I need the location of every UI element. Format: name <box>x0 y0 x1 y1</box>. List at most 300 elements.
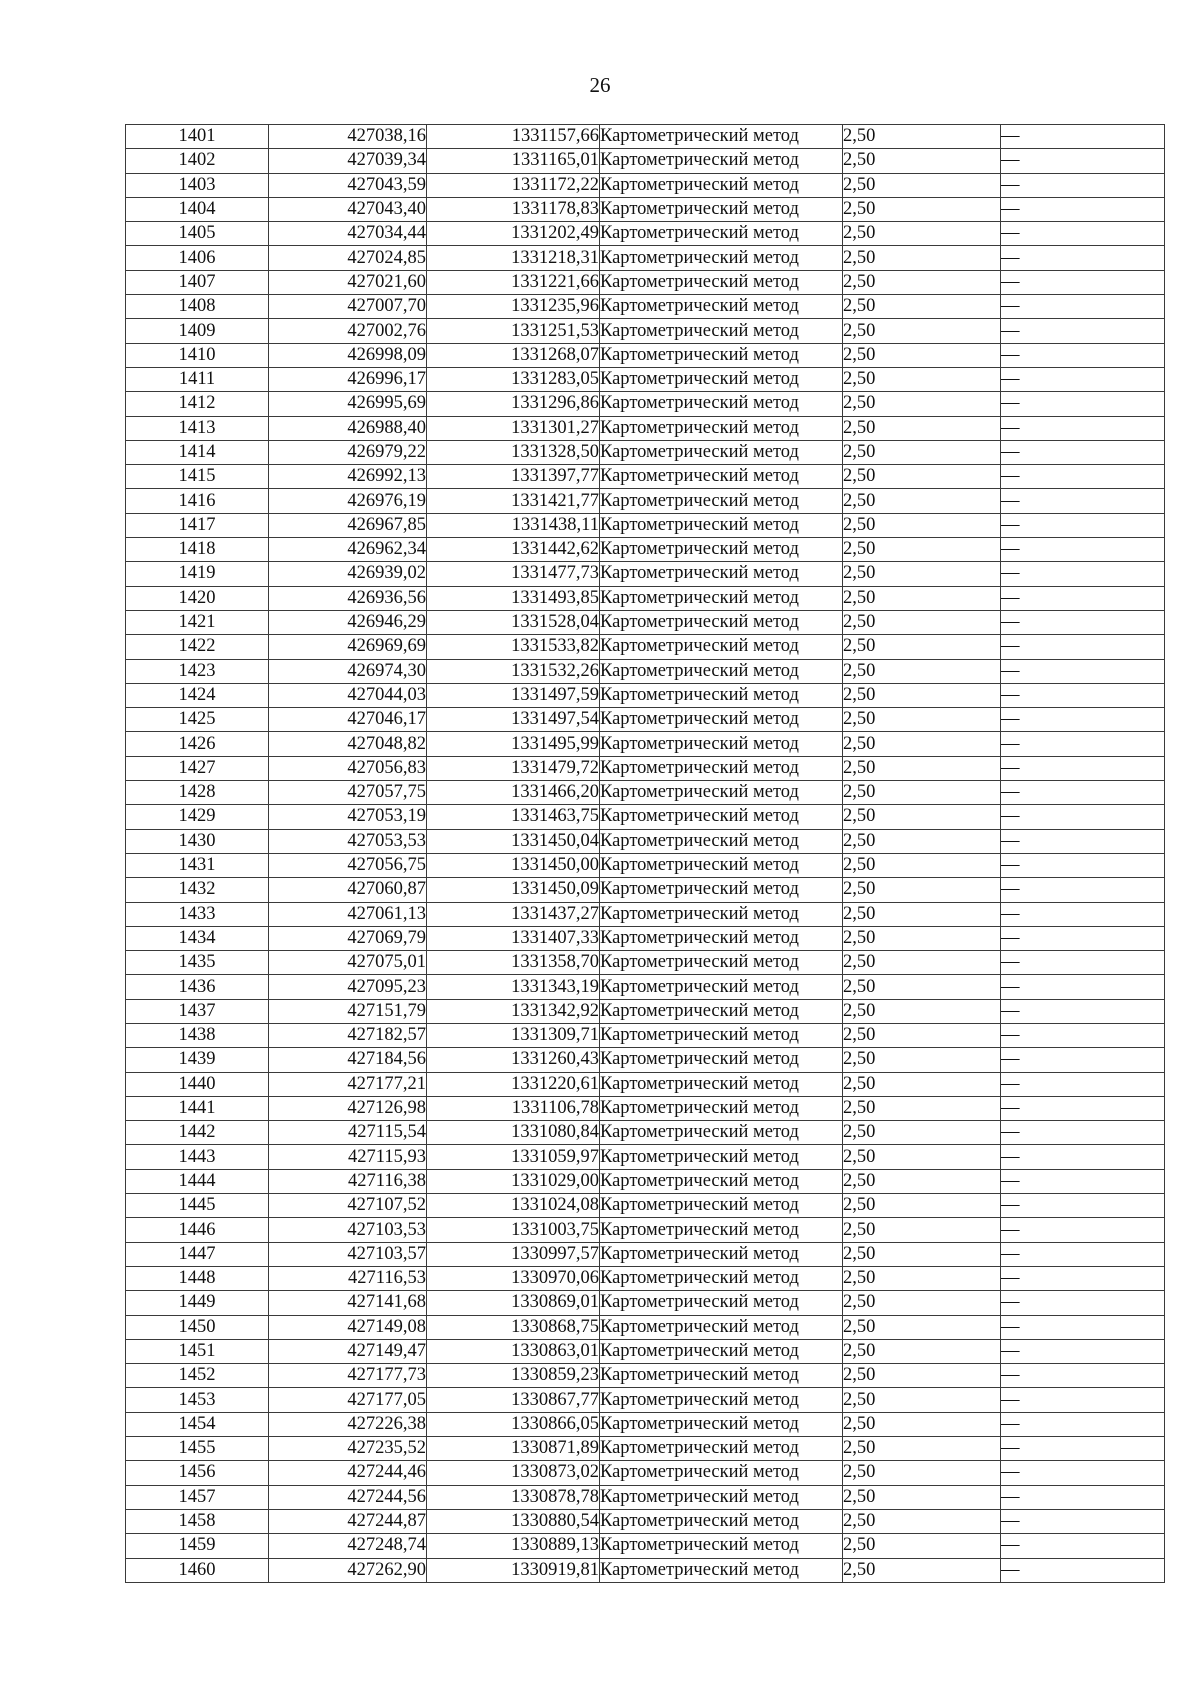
method-cell: Картометрический метод <box>600 926 843 950</box>
method-cell: Картометрический метод <box>600 902 843 926</box>
x-coordinate-cell: 426996,17 <box>269 367 427 391</box>
table-row <box>126 926 1165 950</box>
x-coordinate-cell: 427177,05 <box>269 1388 427 1412</box>
point-number-cell: 1419 <box>126 562 269 586</box>
y-coordinate-cell: 1331309,71 <box>427 1023 600 1047</box>
y-coordinate-cell: 1330997,57 <box>427 1242 600 1266</box>
accuracy-cell: 2,50 <box>843 659 1001 683</box>
extra-cell: — <box>1001 1194 1165 1218</box>
y-coordinate-cell: 1330889,13 <box>427 1534 600 1558</box>
accuracy-cell: 2,50 <box>843 1437 1001 1461</box>
y-coordinate-cell: 1330863,01 <box>427 1339 600 1363</box>
table-row <box>126 1339 1165 1363</box>
method-cell: Картометрический метод <box>600 610 843 634</box>
accuracy-cell: 2,50 <box>843 343 1001 367</box>
accuracy-cell: 2,50 <box>843 1023 1001 1047</box>
method-cell: Картометрический метод <box>600 1485 843 1509</box>
x-coordinate-cell: 427039,34 <box>269 149 427 173</box>
y-coordinate-cell: 1331495,99 <box>427 732 600 756</box>
y-coordinate-cell: 1331172,22 <box>427 173 600 197</box>
table-row <box>126 1121 1165 1145</box>
accuracy-cell: 2,50 <box>843 1558 1001 1582</box>
extra-cell: — <box>1001 392 1165 416</box>
method-cell: Картометрический метод <box>600 270 843 294</box>
point-number-cell: 1418 <box>126 538 269 562</box>
x-coordinate-cell: 427056,75 <box>269 853 427 877</box>
point-number-cell: 1441 <box>126 1096 269 1120</box>
table-row <box>126 1534 1165 1558</box>
coordinates-table-body <box>126 125 1165 1583</box>
point-number-cell: 1458 <box>126 1509 269 1533</box>
x-coordinate-cell: 426976,19 <box>269 489 427 513</box>
x-coordinate-cell: 427126,98 <box>269 1096 427 1120</box>
extra-cell: — <box>1001 1096 1165 1120</box>
x-coordinate-cell: 426974,30 <box>269 659 427 683</box>
point-number-cell: 1435 <box>126 951 269 975</box>
y-coordinate-cell: 1331397,77 <box>427 465 600 489</box>
y-coordinate-cell: 1331003,75 <box>427 1218 600 1242</box>
extra-cell: — <box>1001 1558 1165 1582</box>
y-coordinate-cell: 1331218,31 <box>427 246 600 270</box>
point-number-cell: 1454 <box>126 1412 269 1436</box>
y-coordinate-cell: 1331532,26 <box>427 659 600 683</box>
method-cell: Картометрический метод <box>600 1364 843 1388</box>
extra-cell: — <box>1001 343 1165 367</box>
accuracy-cell: 2,50 <box>843 926 1001 950</box>
x-coordinate-cell: 427048,82 <box>269 732 427 756</box>
accuracy-cell: 2,50 <box>843 1485 1001 1509</box>
accuracy-cell: 2,50 <box>843 805 1001 829</box>
x-coordinate-cell: 426979,22 <box>269 440 427 464</box>
method-cell: Картометрический метод <box>600 781 843 805</box>
x-coordinate-cell: 427075,01 <box>269 951 427 975</box>
accuracy-cell: 2,50 <box>843 489 1001 513</box>
method-cell: Картометрический метод <box>600 1315 843 1339</box>
method-cell: Картометрический метод <box>600 1339 843 1363</box>
table-row <box>126 975 1165 999</box>
accuracy-cell: 2,50 <box>843 1412 1001 1436</box>
point-number-cell: 1459 <box>126 1534 269 1558</box>
extra-cell: — <box>1001 999 1165 1023</box>
y-coordinate-cell: 1331407,33 <box>427 926 600 950</box>
extra-cell: — <box>1001 1509 1165 1533</box>
method-cell: Картометрический метод <box>600 683 843 707</box>
point-number-cell: 1429 <box>126 805 269 829</box>
accuracy-cell: 2,50 <box>843 1242 1001 1266</box>
method-cell: Картометрический метод <box>600 878 843 902</box>
method-cell: Картометрический метод <box>600 1096 843 1120</box>
point-number-cell: 1450 <box>126 1315 269 1339</box>
x-coordinate-cell: 427107,52 <box>269 1194 427 1218</box>
accuracy-cell: 2,50 <box>843 392 1001 416</box>
point-number-cell: 1416 <box>126 489 269 513</box>
table-row <box>126 1388 1165 1412</box>
y-coordinate-cell: 1330859,23 <box>427 1364 600 1388</box>
extra-cell: — <box>1001 295 1165 319</box>
x-coordinate-cell: 427056,83 <box>269 756 427 780</box>
method-cell: Картометрический метод <box>600 465 843 489</box>
x-coordinate-cell: 427116,38 <box>269 1169 427 1193</box>
x-coordinate-cell: 427141,68 <box>269 1291 427 1315</box>
accuracy-cell: 2,50 <box>843 683 1001 707</box>
table-row <box>126 246 1165 270</box>
accuracy-cell: 2,50 <box>843 319 1001 343</box>
method-cell: Картометрический метод <box>600 1461 843 1485</box>
point-number-cell: 1452 <box>126 1364 269 1388</box>
point-number-cell: 1433 <box>126 902 269 926</box>
table-row <box>126 343 1165 367</box>
accuracy-cell: 2,50 <box>843 781 1001 805</box>
y-coordinate-cell: 1331450,09 <box>427 878 600 902</box>
method-cell: Картометрический метод <box>600 999 843 1023</box>
extra-cell: — <box>1001 1485 1165 1509</box>
point-number-cell: 1409 <box>126 319 269 343</box>
method-cell: Картометрический метод <box>600 1194 843 1218</box>
method-cell: Картометрический метод <box>600 732 843 756</box>
point-number-cell: 1431 <box>126 853 269 877</box>
extra-cell: — <box>1001 610 1165 634</box>
table-row <box>126 610 1165 634</box>
point-number-cell: 1451 <box>126 1339 269 1363</box>
x-coordinate-cell: 427021,60 <box>269 270 427 294</box>
y-coordinate-cell: 1331059,97 <box>427 1145 600 1169</box>
method-cell: Картометрический метод <box>600 367 843 391</box>
x-coordinate-cell: 426988,40 <box>269 416 427 440</box>
accuracy-cell: 2,50 <box>843 1461 1001 1485</box>
table-row <box>126 392 1165 416</box>
extra-cell: — <box>1001 1121 1165 1145</box>
y-coordinate-cell: 1331342,92 <box>427 999 600 1023</box>
y-coordinate-cell: 1331437,27 <box>427 902 600 926</box>
extra-cell: — <box>1001 149 1165 173</box>
table-row <box>126 295 1165 319</box>
method-cell: Картометрический метод <box>600 513 843 537</box>
method-cell: Картометрический метод <box>600 635 843 659</box>
y-coordinate-cell: 1331528,04 <box>427 610 600 634</box>
extra-cell: — <box>1001 1072 1165 1096</box>
extra-cell: — <box>1001 222 1165 246</box>
method-cell: Картометрический метод <box>600 829 843 853</box>
accuracy-cell: 2,50 <box>843 440 1001 464</box>
extra-cell: — <box>1001 1048 1165 1072</box>
extra-cell: — <box>1001 465 1165 489</box>
accuracy-cell: 2,50 <box>843 295 1001 319</box>
accuracy-cell: 2,50 <box>843 975 1001 999</box>
method-cell: Картометрический метод <box>600 659 843 683</box>
method-cell: Картометрический метод <box>600 392 843 416</box>
table-row <box>126 319 1165 343</box>
table-row <box>126 1194 1165 1218</box>
point-number-cell: 1414 <box>126 440 269 464</box>
accuracy-cell: 2,50 <box>843 829 1001 853</box>
method-cell: Картометрический метод <box>600 756 843 780</box>
point-number-cell: 1408 <box>126 295 269 319</box>
accuracy-cell: 2,50 <box>843 1194 1001 1218</box>
extra-cell: — <box>1001 270 1165 294</box>
point-number-cell: 1453 <box>126 1388 269 1412</box>
extra-cell: — <box>1001 1145 1165 1169</box>
y-coordinate-cell: 1331157,66 <box>427 125 600 149</box>
method-cell: Картометрический метод <box>600 149 843 173</box>
point-number-cell: 1422 <box>126 635 269 659</box>
method-cell: Картометрический метод <box>600 173 843 197</box>
x-coordinate-cell: 427053,53 <box>269 829 427 853</box>
x-coordinate-cell: 426939,02 <box>269 562 427 586</box>
accuracy-cell: 2,50 <box>843 1364 1001 1388</box>
accuracy-cell: 2,50 <box>843 756 1001 780</box>
extra-cell: — <box>1001 586 1165 610</box>
y-coordinate-cell: 1331477,73 <box>427 562 600 586</box>
point-number-cell: 1425 <box>126 708 269 732</box>
accuracy-cell: 2,50 <box>843 1218 1001 1242</box>
table-row <box>126 1364 1165 1388</box>
x-coordinate-cell: 426995,69 <box>269 392 427 416</box>
table-row <box>126 222 1165 246</box>
accuracy-cell: 2,50 <box>843 1145 1001 1169</box>
accuracy-cell: 2,50 <box>843 878 1001 902</box>
y-coordinate-cell: 1330871,89 <box>427 1437 600 1461</box>
extra-cell: — <box>1001 1412 1165 1436</box>
x-coordinate-cell: 427244,56 <box>269 1485 427 1509</box>
extra-cell: — <box>1001 805 1165 829</box>
y-coordinate-cell: 1331438,11 <box>427 513 600 537</box>
x-coordinate-cell: 427149,08 <box>269 1315 427 1339</box>
x-coordinate-cell: 427043,40 <box>269 197 427 221</box>
x-coordinate-cell: 427177,21 <box>269 1072 427 1096</box>
y-coordinate-cell: 1331235,96 <box>427 295 600 319</box>
x-coordinate-cell: 426969,69 <box>269 635 427 659</box>
y-coordinate-cell: 1331497,54 <box>427 708 600 732</box>
x-coordinate-cell: 426998,09 <box>269 343 427 367</box>
x-coordinate-cell: 427226,38 <box>269 1412 427 1436</box>
y-coordinate-cell: 1330873,02 <box>427 1461 600 1485</box>
table-row <box>126 1242 1165 1266</box>
accuracy-cell: 2,50 <box>843 1169 1001 1193</box>
accuracy-cell: 2,50 <box>843 246 1001 270</box>
accuracy-cell: 2,50 <box>843 951 1001 975</box>
y-coordinate-cell: 1331165,01 <box>427 149 600 173</box>
y-coordinate-cell: 1331450,04 <box>427 829 600 853</box>
extra-cell: — <box>1001 975 1165 999</box>
point-number-cell: 1405 <box>126 222 269 246</box>
method-cell: Картометрический метод <box>600 246 843 270</box>
table-row <box>126 1048 1165 1072</box>
extra-cell: — <box>1001 1218 1165 1242</box>
method-cell: Картометрический метод <box>600 295 843 319</box>
table-row <box>126 197 1165 221</box>
x-coordinate-cell: 426936,56 <box>269 586 427 610</box>
point-number-cell: 1401 <box>126 125 269 149</box>
point-number-cell: 1427 <box>126 756 269 780</box>
y-coordinate-cell: 1331029,00 <box>427 1169 600 1193</box>
y-coordinate-cell: 1331493,85 <box>427 586 600 610</box>
y-coordinate-cell: 1331466,20 <box>427 781 600 805</box>
accuracy-cell: 2,50 <box>843 853 1001 877</box>
table-row <box>126 732 1165 756</box>
accuracy-cell: 2,50 <box>843 1339 1001 1363</box>
table-row <box>126 1218 1165 1242</box>
accuracy-cell: 2,50 <box>843 416 1001 440</box>
y-coordinate-cell: 1330869,01 <box>427 1291 600 1315</box>
accuracy-cell: 2,50 <box>843 1266 1001 1290</box>
accuracy-cell: 2,50 <box>843 635 1001 659</box>
point-number-cell: 1442 <box>126 1121 269 1145</box>
point-number-cell: 1430 <box>126 829 269 853</box>
table-row <box>126 489 1165 513</box>
accuracy-cell: 2,50 <box>843 586 1001 610</box>
y-coordinate-cell: 1331463,75 <box>427 805 600 829</box>
extra-cell: — <box>1001 732 1165 756</box>
method-cell: Картометрический метод <box>600 343 843 367</box>
method-cell: Картометрический метод <box>600 538 843 562</box>
accuracy-cell: 2,50 <box>843 1291 1001 1315</box>
coordinates-table <box>125 124 1165 1583</box>
accuracy-cell: 2,50 <box>843 902 1001 926</box>
x-coordinate-cell: 427177,73 <box>269 1364 427 1388</box>
extra-cell: — <box>1001 1023 1165 1047</box>
extra-cell: — <box>1001 659 1165 683</box>
accuracy-cell: 2,50 <box>843 1388 1001 1412</box>
y-coordinate-cell: 1331220,61 <box>427 1072 600 1096</box>
y-coordinate-cell: 1331221,66 <box>427 270 600 294</box>
table-row <box>126 951 1165 975</box>
extra-cell: — <box>1001 367 1165 391</box>
y-coordinate-cell: 1331442,62 <box>427 538 600 562</box>
extra-cell: — <box>1001 926 1165 950</box>
x-coordinate-cell: 427244,46 <box>269 1461 427 1485</box>
point-number-cell: 1403 <box>126 173 269 197</box>
method-cell: Картометрический метод <box>600 805 843 829</box>
extra-cell: — <box>1001 1461 1165 1485</box>
extra-cell: — <box>1001 756 1165 780</box>
extra-cell: — <box>1001 878 1165 902</box>
x-coordinate-cell: 427007,70 <box>269 295 427 319</box>
point-number-cell: 1456 <box>126 1461 269 1485</box>
point-number-cell: 1417 <box>126 513 269 537</box>
method-cell: Картометрический метод <box>600 1388 843 1412</box>
method-cell: Картометрический метод <box>600 1509 843 1533</box>
method-cell: Картометрический метод <box>600 1291 843 1315</box>
table-row <box>126 125 1165 149</box>
x-coordinate-cell: 427151,79 <box>269 999 427 1023</box>
method-cell: Картометрический метод <box>600 489 843 513</box>
y-coordinate-cell: 1331450,00 <box>427 853 600 877</box>
point-number-cell: 1428 <box>126 781 269 805</box>
table-row <box>126 1558 1165 1582</box>
y-coordinate-cell: 1330880,54 <box>427 1509 600 1533</box>
table-row <box>126 1072 1165 1096</box>
table-row <box>126 440 1165 464</box>
y-coordinate-cell: 1330970,06 <box>427 1266 600 1290</box>
y-coordinate-cell: 1331202,49 <box>427 222 600 246</box>
table-row <box>126 1437 1165 1461</box>
point-number-cell: 1460 <box>126 1558 269 1582</box>
method-cell: Картометрический метод <box>600 975 843 999</box>
x-coordinate-cell: 427115,93 <box>269 1145 427 1169</box>
extra-cell: — <box>1001 1437 1165 1461</box>
y-coordinate-cell: 1331106,78 <box>427 1096 600 1120</box>
table-row <box>126 635 1165 659</box>
x-coordinate-cell: 427061,13 <box>269 902 427 926</box>
method-cell: Картометрический метод <box>600 1558 843 1582</box>
point-number-cell: 1434 <box>126 926 269 950</box>
table-row <box>126 586 1165 610</box>
table-row <box>126 781 1165 805</box>
table-row <box>126 1412 1165 1436</box>
extra-cell: — <box>1001 513 1165 537</box>
y-coordinate-cell: 1330866,05 <box>427 1412 600 1436</box>
method-cell: Картометрический метод <box>600 319 843 343</box>
table-row <box>126 1509 1165 1533</box>
extra-cell: — <box>1001 538 1165 562</box>
point-number-cell: 1407 <box>126 270 269 294</box>
accuracy-cell: 2,50 <box>843 125 1001 149</box>
method-cell: Картометрический метод <box>600 853 843 877</box>
table-row <box>126 1145 1165 1169</box>
method-cell: Картометрический метод <box>600 1412 843 1436</box>
point-number-cell: 1444 <box>126 1169 269 1193</box>
x-coordinate-cell: 427235,52 <box>269 1437 427 1461</box>
table-row <box>126 538 1165 562</box>
extra-cell: — <box>1001 1169 1165 1193</box>
x-coordinate-cell: 427262,90 <box>269 1558 427 1582</box>
extra-cell: — <box>1001 562 1165 586</box>
y-coordinate-cell: 1331024,08 <box>427 1194 600 1218</box>
table-row <box>126 270 1165 294</box>
y-coordinate-cell: 1330868,75 <box>427 1315 600 1339</box>
extra-cell: — <box>1001 1291 1165 1315</box>
table-row <box>126 1169 1165 1193</box>
x-coordinate-cell: 426962,34 <box>269 538 427 562</box>
extra-cell: — <box>1001 781 1165 805</box>
table-row <box>126 1461 1165 1485</box>
table-row <box>126 853 1165 877</box>
x-coordinate-cell: 427149,47 <box>269 1339 427 1363</box>
point-number-cell: 1443 <box>126 1145 269 1169</box>
accuracy-cell: 2,50 <box>843 538 1001 562</box>
x-coordinate-cell: 427103,57 <box>269 1242 427 1266</box>
table-row <box>126 878 1165 902</box>
accuracy-cell: 2,50 <box>843 173 1001 197</box>
x-coordinate-cell: 427116,53 <box>269 1266 427 1290</box>
table-row <box>126 1485 1165 1509</box>
accuracy-cell: 2,50 <box>843 1534 1001 1558</box>
point-number-cell: 1438 <box>126 1023 269 1047</box>
x-coordinate-cell: 427038,16 <box>269 125 427 149</box>
accuracy-cell: 2,50 <box>843 999 1001 1023</box>
extra-cell: — <box>1001 1242 1165 1266</box>
y-coordinate-cell: 1331296,86 <box>427 392 600 416</box>
table-row <box>126 513 1165 537</box>
accuracy-cell: 2,50 <box>843 708 1001 732</box>
x-coordinate-cell: 426992,13 <box>269 465 427 489</box>
accuracy-cell: 2,50 <box>843 149 1001 173</box>
point-number-cell: 1432 <box>126 878 269 902</box>
method-cell: Картометрический метод <box>600 708 843 732</box>
x-coordinate-cell: 427044,03 <box>269 683 427 707</box>
x-coordinate-cell: 426967,85 <box>269 513 427 537</box>
x-coordinate-cell: 427182,57 <box>269 1023 427 1047</box>
accuracy-cell: 2,50 <box>843 1121 1001 1145</box>
y-coordinate-cell: 1331251,53 <box>427 319 600 343</box>
table-row <box>126 1291 1165 1315</box>
extra-cell: — <box>1001 197 1165 221</box>
table-row <box>126 659 1165 683</box>
point-number-cell: 1415 <box>126 465 269 489</box>
y-coordinate-cell: 1331178,83 <box>427 197 600 221</box>
extra-cell: — <box>1001 1266 1165 1290</box>
accuracy-cell: 2,50 <box>843 270 1001 294</box>
